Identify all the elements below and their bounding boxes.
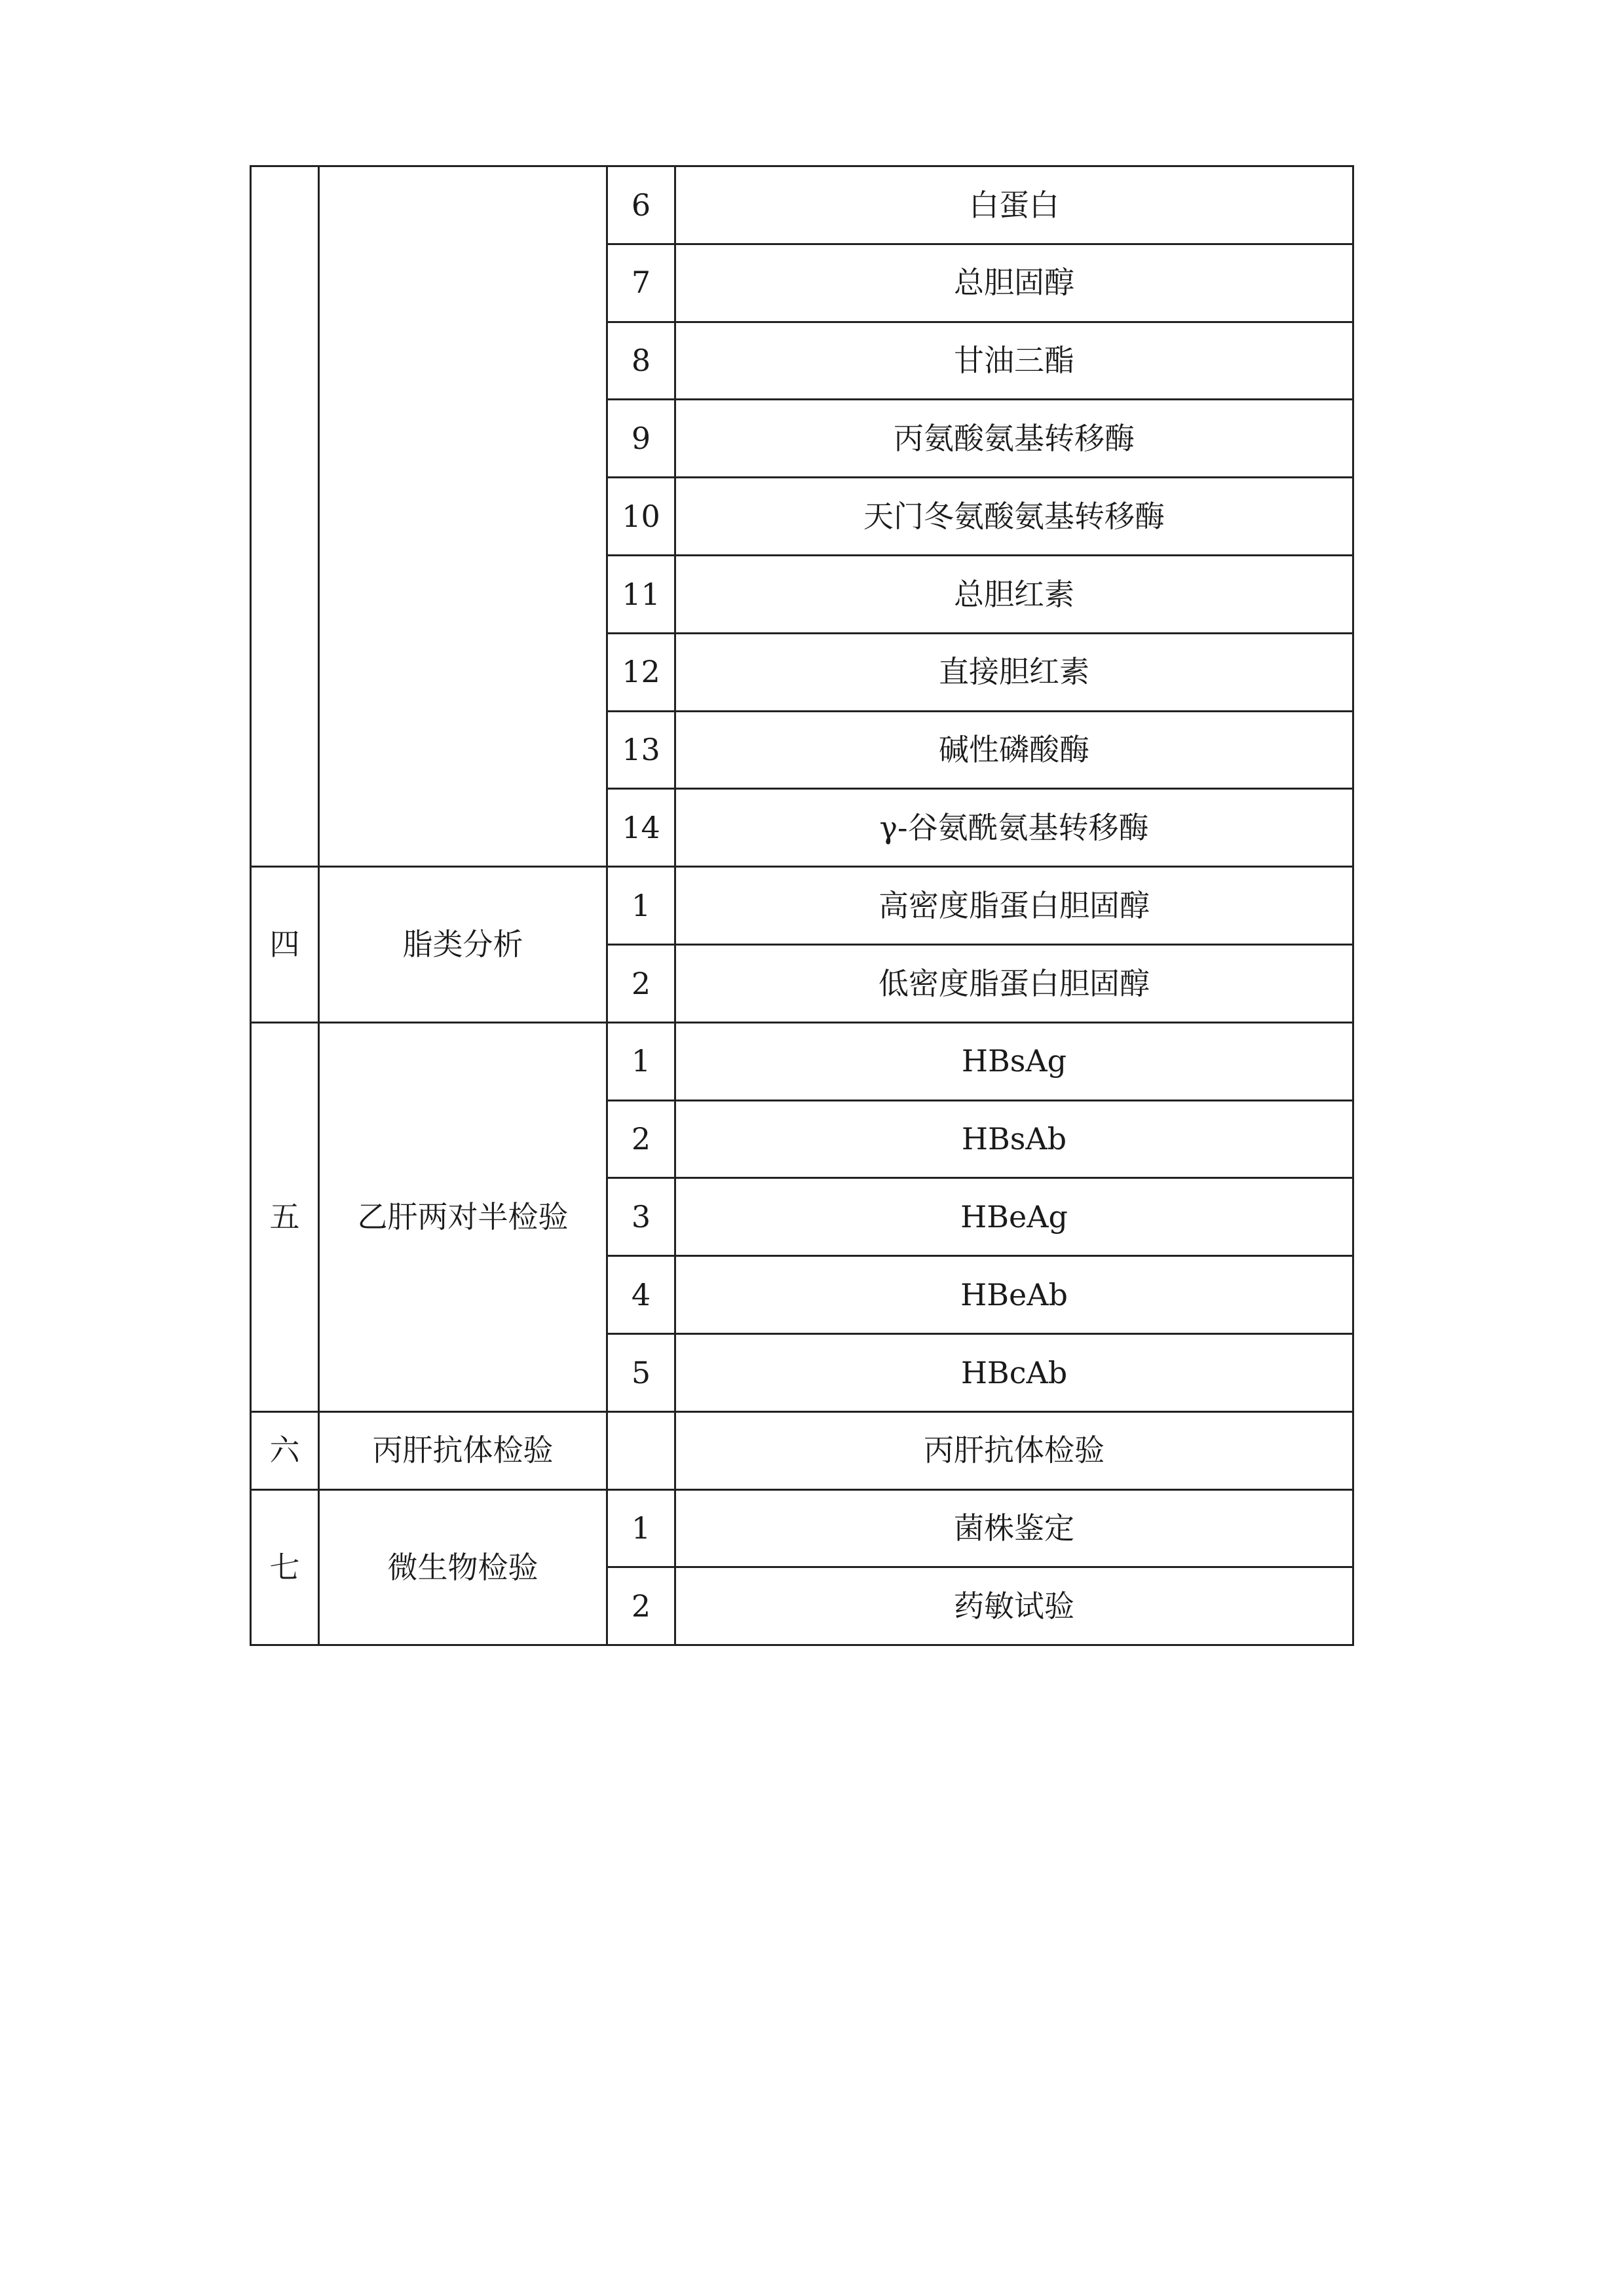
item-number: 14 [607, 789, 675, 867]
item-number: 1 [607, 1022, 675, 1100]
item-name: 菌株鉴定 [675, 1489, 1353, 1567]
item-number: 13 [607, 711, 675, 789]
item-number [607, 1411, 675, 1489]
item-name: 白蛋白 [675, 166, 1353, 244]
item-name: 总胆红素 [675, 555, 1353, 633]
item-name: 直接胆红素 [675, 633, 1353, 711]
item-number: 1 [607, 1489, 675, 1567]
item-number: 6 [607, 166, 675, 244]
item-name: 甘油三酯 [675, 322, 1353, 400]
table-row [251, 1411, 1353, 1489]
item-name: 药敏试验 [675, 1567, 1353, 1645]
item-name: HBeAg [675, 1178, 1353, 1256]
item-name: γ-谷氨酰氨基转移酶 [675, 789, 1353, 867]
category-cell: 丙肝抗体检验 [319, 1411, 607, 1489]
item-number: 10 [607, 478, 675, 556]
section-cell: 七 [251, 1489, 319, 1645]
item-number: 1 [607, 867, 675, 945]
section-cell [251, 166, 319, 867]
table-row [251, 867, 1353, 945]
item-number: 4 [607, 1256, 675, 1334]
category-cell: 微生物检验 [319, 1489, 607, 1645]
item-number: 7 [607, 244, 675, 322]
item-name: 丙肝抗体检验 [675, 1411, 1353, 1489]
item-number: 9 [607, 400, 675, 478]
item-number: 3 [607, 1178, 675, 1256]
section-cell: 四 [251, 867, 319, 1023]
item-number: 11 [607, 555, 675, 633]
item-number: 2 [607, 1100, 675, 1178]
item-number: 2 [607, 1567, 675, 1645]
table-row [251, 1489, 1353, 1567]
item-name: 低密度脂蛋白胆固醇 [675, 944, 1353, 1022]
category-cell: 乙肝两对半检验 [319, 1022, 607, 1411]
item-name: HBeAb [675, 1256, 1353, 1334]
section-cell: 五 [251, 1022, 319, 1411]
section-cell: 六 [251, 1411, 319, 1489]
item-name: 高密度脂蛋白胆固醇 [675, 867, 1353, 945]
item-name: HBsAg [675, 1022, 1353, 1100]
item-name: 总胆固醇 [675, 244, 1353, 322]
item-name: 碱性磷酸酶 [675, 711, 1353, 789]
category-cell [319, 166, 607, 867]
table-row [251, 1022, 1353, 1100]
item-number: 5 [607, 1333, 675, 1411]
item-number: 12 [607, 633, 675, 711]
item-name: HBcAb [675, 1333, 1353, 1411]
item-name: 丙氨酸氨基转移酶 [675, 400, 1353, 478]
test-items-table [250, 165, 1354, 1646]
item-number: 2 [607, 944, 675, 1022]
category-cell: 脂类分析 [319, 867, 607, 1023]
table-row [251, 166, 1353, 244]
item-number: 8 [607, 322, 675, 400]
item-name: HBsAb [675, 1100, 1353, 1178]
item-name: 天门冬氨酸氨基转移酶 [675, 478, 1353, 556]
